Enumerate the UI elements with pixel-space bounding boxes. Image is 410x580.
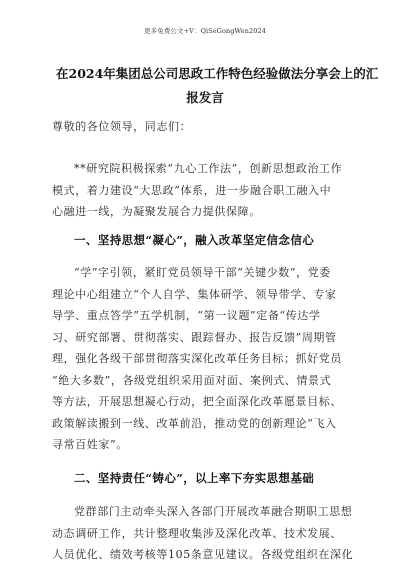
section-heading-1: 一、坚持思想“凝心”，融入改革坚定信念信心 xyxy=(74,233,315,247)
section-heading-2: 二、坚持责任“铸心”，以上率下夯实思想基础 xyxy=(74,471,315,485)
paragraph-line: 动态调研工作，共计整理收集涉及深化改革、技术发展、 xyxy=(52,526,342,540)
paragraph-line: 心融进一线，为凝聚发展合力提供保障。 xyxy=(52,205,261,218)
paragraph-line: 理，强化各级干部贯彻落实深化改革任务目标；抓好党员 xyxy=(52,352,342,365)
paragraph-line: 导学、重点答学”五学机制，“第一议题”定备“传达学 xyxy=(52,309,321,322)
section1-paragraph xyxy=(52,262,362,456)
document-title xyxy=(56,62,379,110)
paragraph-line: 习、研究部署、贯彻落实、跟踪督办、报告反馈”周期管 xyxy=(52,330,337,344)
paragraph-line: “学”字引领，紧盯党员领导干部“关键少数”，党委 xyxy=(74,266,331,279)
paragraph-line: 党群部门主动牵头深入各部门开展改革融合期职工思想 xyxy=(74,505,353,518)
salutation-text: 尊敬的各位领导，同志们： xyxy=(52,120,192,133)
paragraph-line: 寻常百姓家”。 xyxy=(52,438,128,451)
paragraph-line: 人员优化、绩效考核等105条意见建议。各级党组织在深化 xyxy=(52,548,354,561)
section2-paragraph xyxy=(52,501,362,566)
paragraph-line: 政策解读搬到一线、改革前沿，推动党的创新理论“飞入 xyxy=(52,416,337,430)
title-line: 报发言 xyxy=(186,90,224,105)
header-note: 更多免费公文+V：QiSeGongWen2024 xyxy=(144,27,266,35)
title-line: 在2024年集团总公司思政工作特色经验做法分享会上的汇 xyxy=(56,66,379,81)
paragraph-line: “绝大多数”，各级党组织采用面对面、案例式、情景式 xyxy=(52,373,332,387)
paragraph-line: 等方法，开展思想凝心行动，把全面深化改革愿景目标、 xyxy=(52,395,342,408)
salutation xyxy=(52,116,362,138)
paragraph-line: **研究院积极探索“九心工作法”，创新思想政治工作 xyxy=(74,162,343,175)
paragraph-line: 模式，着力建设“大思政”体系，进一步融合职工融入中 xyxy=(52,183,332,197)
paragraph-line: 理论中心组建立“个人自学、集体研学、领导带学、专家 xyxy=(52,287,337,301)
intro-paragraph xyxy=(52,158,362,223)
